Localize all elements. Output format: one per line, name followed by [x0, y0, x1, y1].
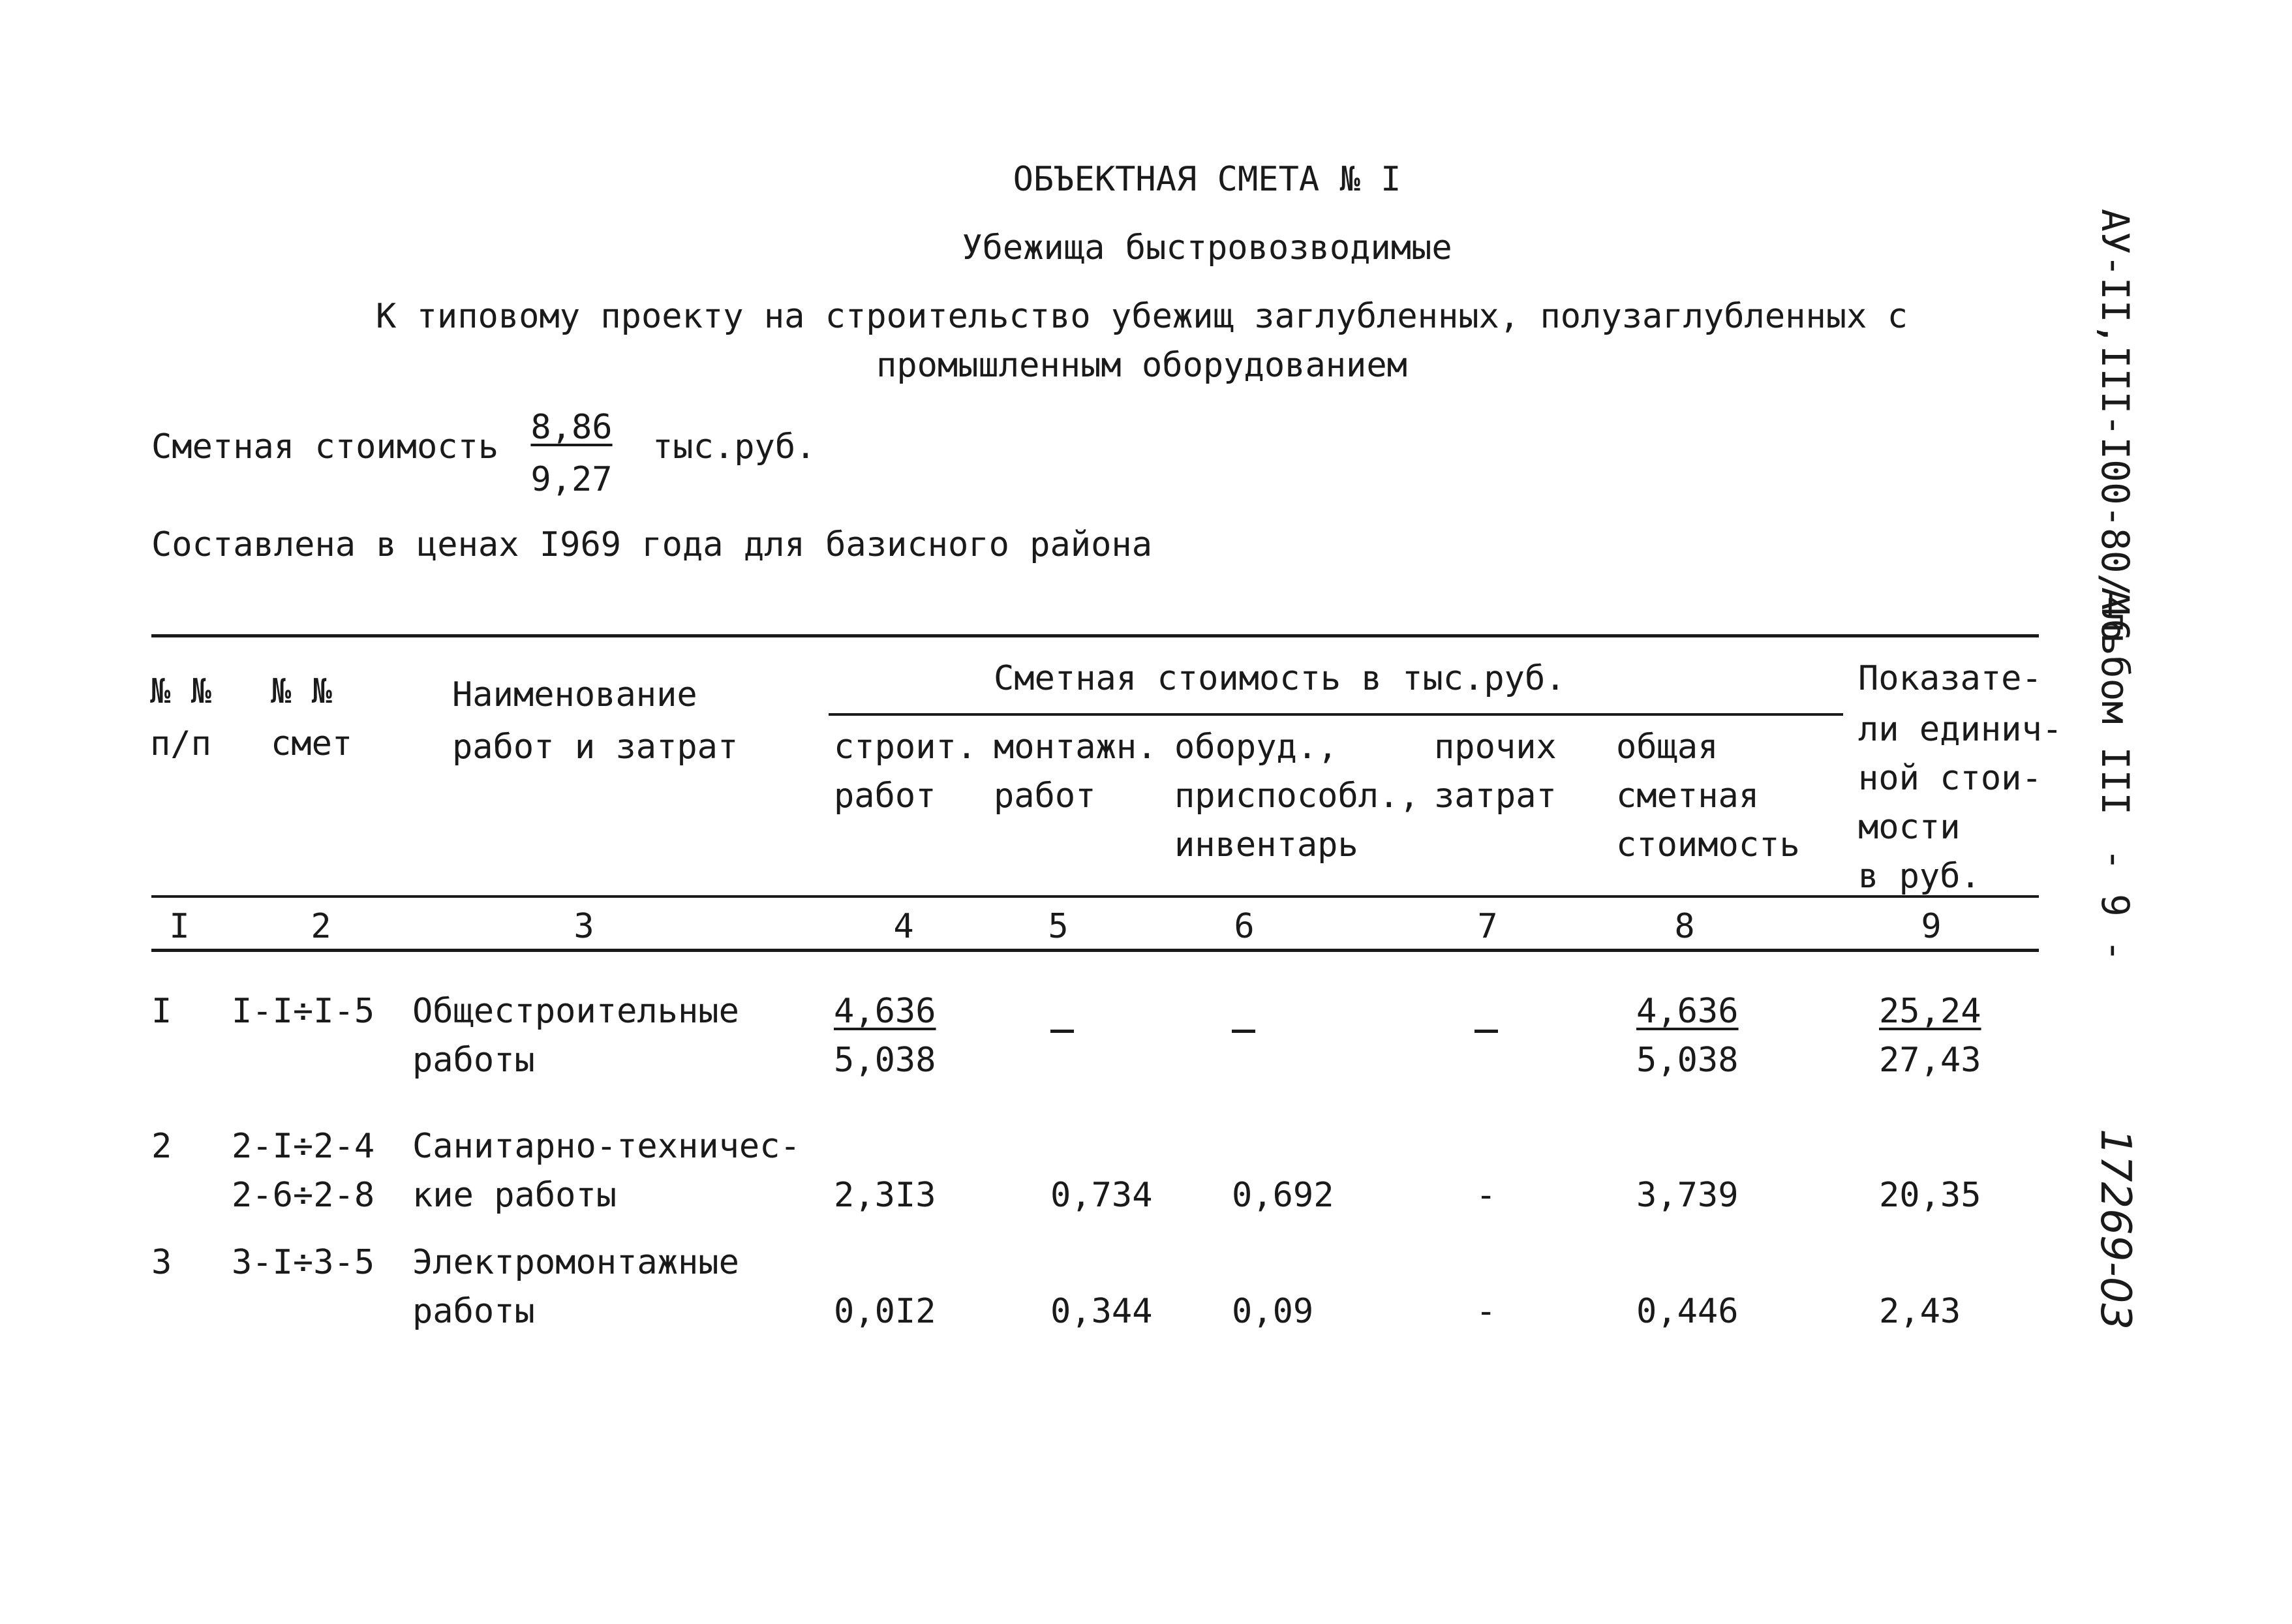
column-number: 6 [1234, 907, 1255, 946]
col6-header-l1: оборуд., [1174, 728, 1338, 767]
row-c8: 0,446 [1636, 1292, 1739, 1331]
row-c6-dash [1232, 1030, 1255, 1033]
row-c5: 0,734 [1050, 1176, 1153, 1215]
project-line-2: промышленным оборудованием [876, 346, 1407, 385]
row-c7-dash [1475, 1030, 1498, 1033]
col-numbers-rule [151, 949, 2039, 952]
document-subtitle: Убежища быстровозводимые [962, 228, 1452, 268]
group-underline [829, 713, 1843, 716]
column-number: 2 [311, 907, 331, 946]
col9-header-l4: мости [1858, 808, 1961, 847]
column-number: 9 [1921, 907, 1942, 946]
cost-value-bottom: 9,27 [530, 460, 613, 499]
row-smeta: 3-I÷3-5 [232, 1243, 375, 1282]
column-number: 5 [1048, 907, 1069, 946]
header-bottom-rule [151, 895, 2039, 898]
col4-header-l2: работ [834, 776, 936, 816]
table-top-rule [151, 634, 2039, 637]
project-line-1: К типовому проекту на строительство убежищ заглубленных, полузаглубленных с [376, 297, 1908, 336]
row-number: 3 [151, 1243, 172, 1282]
row-c4-top: 4,636 [834, 992, 936, 1031]
document-code: АУ-II,III-I00-80/46 [2093, 209, 2137, 642]
row-smeta-l2: 2-6÷2-8 [232, 1176, 375, 1215]
col1-header-l1: № № [150, 672, 211, 711]
column-number: 4 [893, 907, 914, 946]
col9-header-l5: в руб. [1858, 857, 1981, 896]
row-number: 2 [151, 1127, 172, 1166]
cost-label: Сметная стоимость [151, 427, 499, 467]
row-name-l2: работы [412, 1292, 535, 1331]
row-c8-bottom: 5,038 [1636, 1041, 1739, 1080]
row-c6: 0,692 [1232, 1176, 1334, 1215]
column-number: 8 [1674, 907, 1695, 946]
document-title: ОБЪЕКТНАЯ СМЕТА № I [1013, 160, 1401, 199]
row-c5-dash [1050, 1030, 1074, 1033]
col1-header-l2: п/п [150, 724, 211, 763]
group-header: Сметная стоимость в тыс.руб. [994, 659, 1566, 698]
row-smeta: I-I÷I-5 [232, 992, 375, 1031]
row-c4-bottom: 5,038 [834, 1041, 936, 1080]
column-number: 3 [573, 907, 594, 946]
col4-header-l1: строит. [834, 728, 977, 767]
row-c7: - [1476, 1176, 1497, 1215]
row-name-l1: Электромонтажные [412, 1243, 739, 1282]
row-c5: 0,344 [1050, 1292, 1153, 1331]
col2-header-l1: № № [271, 672, 332, 711]
col5-header-l2: работ [994, 776, 1096, 816]
row-c9: 2,43 [1879, 1292, 1961, 1331]
row-name-l2: кие работы [412, 1176, 617, 1215]
col6-header-l3: инвентарь [1174, 825, 1358, 865]
col7-header-l1: прочих [1434, 728, 1557, 767]
row-c8-top: 4,636 [1636, 992, 1739, 1031]
column-number: I [169, 907, 190, 946]
col9-header-l2: ли единич- [1858, 710, 2063, 749]
column-number: 7 [1477, 907, 1498, 946]
row-name-l2: работы [412, 1041, 535, 1080]
col3-header-l1: Наименование [452, 675, 697, 714]
row-c6: 0,09 [1232, 1292, 1314, 1331]
inventory-number: 17269-03 [2091, 1129, 2139, 1330]
col6-header-l2: приспособл., [1174, 776, 1420, 816]
album-label: Альбом III [2093, 587, 2137, 816]
prices-note: Составлена в ценах I969 года для базисного района [151, 525, 1153, 564]
col8-header-l1: общая [1616, 728, 1719, 767]
row-c7: - [1476, 1292, 1497, 1331]
row-name-l1: Санитарно-техничес- [412, 1127, 801, 1166]
col3-header-l2: работ и затрат [452, 728, 739, 767]
row-c9-bottom: 27,43 [1879, 1041, 1981, 1080]
row-number: I [151, 992, 172, 1031]
col9-header-l3: ной стои- [1858, 759, 2042, 798]
row-name-l1: Общестроительные [412, 992, 739, 1031]
row-c9-top: 25,24 [1879, 992, 1981, 1031]
row-c4: 2,3I3 [834, 1176, 936, 1215]
row-smeta-l1: 2-I÷2-4 [232, 1127, 375, 1166]
col7-header-l2: затрат [1434, 776, 1557, 816]
row-c4: 0,0I2 [834, 1292, 936, 1331]
cost-value-top: 8,86 [530, 408, 613, 447]
col8-header-l2: сметная [1616, 776, 1760, 816]
cost-unit: тыс.руб. [652, 427, 816, 467]
row-c8: 3,739 [1636, 1176, 1739, 1215]
page-number: - 9 - [2093, 848, 2137, 962]
col8-header-l3: стоимость [1616, 825, 1800, 865]
col9-header-l1: Показате- [1858, 659, 2042, 698]
col2-header-l2: смет [271, 724, 353, 763]
row-c9: 20,35 [1879, 1176, 1981, 1215]
col5-header-l1: монтажн. [994, 728, 1157, 767]
